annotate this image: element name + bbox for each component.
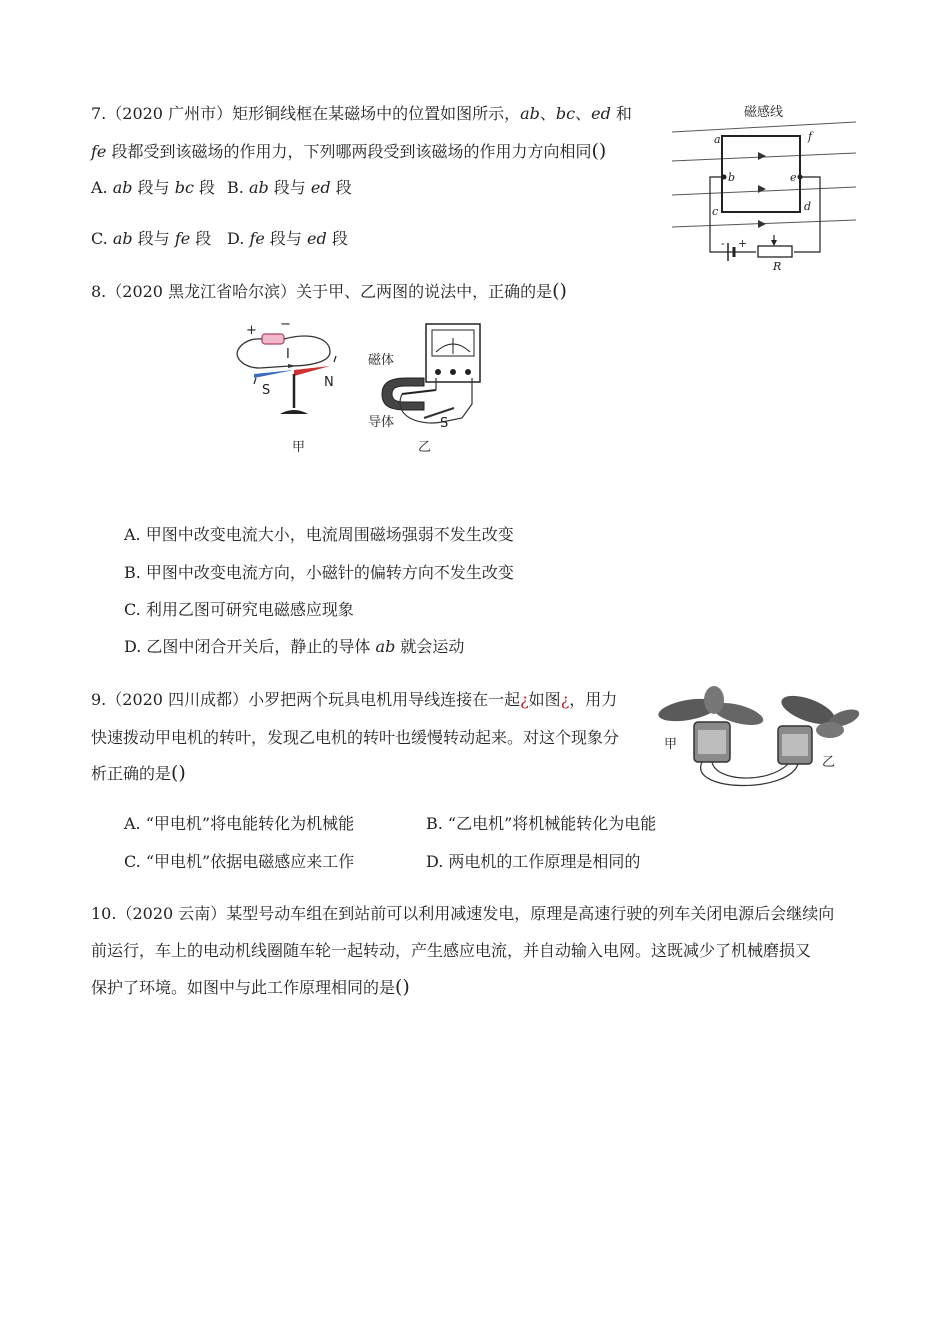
q8-stem: 关于甲、乙两图的说法中，正确的是	[296, 282, 553, 301]
option-text: 段	[190, 229, 212, 248]
option-text: 段与	[264, 229, 308, 248]
q9-text: ，用力	[569, 690, 618, 709]
pole-s-label: S	[262, 383, 271, 398]
q7-number: 7.	[91, 104, 107, 123]
q10-source: （2020 云南）	[116, 904, 227, 923]
q8-option-a: A. 甲图中改变电流大小，电流周围磁场强弱不发生改变	[124, 525, 514, 544]
q8-line1	[91, 281, 567, 302]
q7-sep: 、	[575, 104, 592, 123]
q9-text: 析正确的是	[91, 764, 172, 783]
option-seg: ab	[375, 637, 396, 656]
resistor-icon	[758, 246, 792, 257]
q10-answer-paren: ()	[395, 976, 410, 998]
battery-icon	[262, 334, 284, 344]
q7-answer-paren: ()	[591, 140, 607, 162]
q10-line2: 前运行，车上的电动机线圈随车轮一起转动，产生感应电流，并自动输入电网。这既减少了机械磨损又	[91, 941, 812, 960]
option-seg: ab	[112, 229, 133, 248]
q7-seg-ab: ab	[520, 104, 540, 123]
q7-option-b	[227, 178, 352, 198]
option-label: B.	[227, 178, 249, 197]
q7-option-a	[91, 178, 215, 198]
option-label: D.	[227, 229, 250, 248]
q10-line1	[91, 904, 834, 924]
q7-seg-ed: ed	[591, 104, 611, 123]
point-b-label: b	[728, 171, 736, 184]
q9-garbled-char: ¿	[560, 690, 570, 709]
q8-figure-left	[230, 318, 350, 458]
connecting-wire	[712, 762, 788, 778]
minus-sign: −	[280, 318, 291, 332]
q8-answer-paren: ()	[552, 280, 567, 302]
option-seg: ed	[310, 178, 331, 197]
field-lines-label: 磁感线	[744, 105, 784, 120]
q10-line3	[91, 977, 410, 998]
motor-left-label: 甲	[664, 737, 678, 752]
option-label: A.	[91, 178, 113, 197]
q9-text: 如图	[528, 690, 561, 709]
option-seg: fe	[174, 229, 191, 248]
q9-line2: 快速拨动甲电机的转叶，发现乙电机的转叶也缓慢转动起来。对这个现象分	[91, 728, 620, 747]
compass-needle-s	[254, 370, 294, 378]
point-c-label: c	[712, 205, 719, 218]
q9-line3	[91, 763, 186, 784]
switch-label: S	[440, 416, 449, 431]
q9-option-c: C. “甲电机”依据电磁感应来工作	[124, 852, 355, 871]
option-text: 段	[193, 178, 215, 197]
q10-text: 某型号动车组在到站前可以利用减速发电，原理是高速行驶的列车关闭电源后会继续向	[226, 904, 835, 923]
q7-line2	[91, 141, 606, 162]
magnet-label: 磁体	[368, 353, 395, 368]
q8-option-d	[124, 637, 464, 657]
field-arrows	[758, 152, 766, 228]
option-text: 段	[326, 229, 348, 248]
q7-sep: 、	[539, 104, 556, 123]
q9-option-d: D. 两电机的工作原理是相同的	[426, 852, 641, 871]
option-seg: fe	[249, 229, 265, 248]
q8-figure-right	[362, 318, 492, 458]
battery-minus: -	[721, 237, 725, 250]
resistor-label: R	[773, 260, 782, 272]
switch-icon	[424, 408, 454, 418]
q7-seg-fe: fe	[91, 142, 107, 161]
q7-option-d	[227, 229, 348, 249]
motor-right-label: 乙	[822, 755, 836, 770]
q7-stem-a: 矩形铜线框在某磁场中的位置如图所示，	[232, 104, 521, 123]
point-f-label: f	[808, 130, 813, 143]
figure-caption-left: 甲	[292, 440, 306, 455]
option-text: 就会运动	[395, 637, 465, 656]
q8-option-c: C. 利用乙图可研究电磁感应现象	[124, 600, 354, 619]
point-a-label: a	[714, 133, 721, 146]
q7-line1	[91, 104, 632, 124]
option-label: C.	[91, 229, 113, 248]
q10-number: 10.	[91, 904, 117, 923]
q9-option-b: B. “乙电机”将机械能转化为电能	[426, 814, 657, 833]
q7-option-c	[91, 229, 211, 249]
q7-stem-b: 段都受到该磁场的作用力，下列哪两段受到该磁场的作用力方向相同	[106, 142, 592, 161]
q7-source: （2020 广州市）	[106, 104, 233, 123]
option-text: 段与	[268, 178, 311, 197]
q7-and: 和	[610, 104, 632, 123]
option-text: 段	[330, 178, 352, 197]
option-text: 段与	[132, 178, 175, 197]
option-seg: ab	[112, 178, 133, 197]
q9-answer-paren: ()	[171, 762, 186, 784]
conductor-label: 导体	[368, 415, 395, 430]
option-seg: ed	[307, 229, 327, 248]
q9-option-a: A. “甲电机”将电能转化为机械能	[124, 814, 355, 833]
q7-figure	[666, 100, 862, 272]
q9-garbled-char: ¿	[520, 690, 529, 709]
battery-plus: +	[738, 237, 748, 250]
q9-line1	[91, 690, 617, 710]
option-text: D. 乙图中闭合开关后，静止的导体	[124, 637, 376, 656]
q8-source: （2020 黑龙江省哈尔滨）	[106, 282, 297, 301]
point-e-label: e	[790, 171, 797, 184]
option-seg: ab	[248, 178, 269, 197]
option-seg: bc	[174, 178, 194, 197]
q10-text: 保护了环境。如图中与此工作原理相同的是	[91, 978, 396, 997]
q8-number: 8.	[91, 282, 107, 301]
figure-caption-right: 乙	[418, 440, 432, 455]
q9-number: 9.	[91, 690, 107, 709]
current-label: I	[286, 347, 290, 362]
point-d-label: d	[804, 200, 812, 213]
q9-figure	[658, 686, 862, 796]
q9-text: 小罗把两个玩具电机用导线连接在一起	[248, 690, 521, 709]
q9-source: （2020 四川成都）	[106, 690, 249, 709]
q8-option-b: B. 甲图中改变电流方向，小磁针的偏转方向不发生改变	[124, 563, 514, 582]
pole-n-label: N	[324, 375, 334, 390]
plus-sign: +	[246, 323, 257, 338]
option-text: 段与	[132, 229, 175, 248]
q7-seg-bc: bc	[555, 104, 576, 123]
conductor-rod	[402, 390, 436, 394]
